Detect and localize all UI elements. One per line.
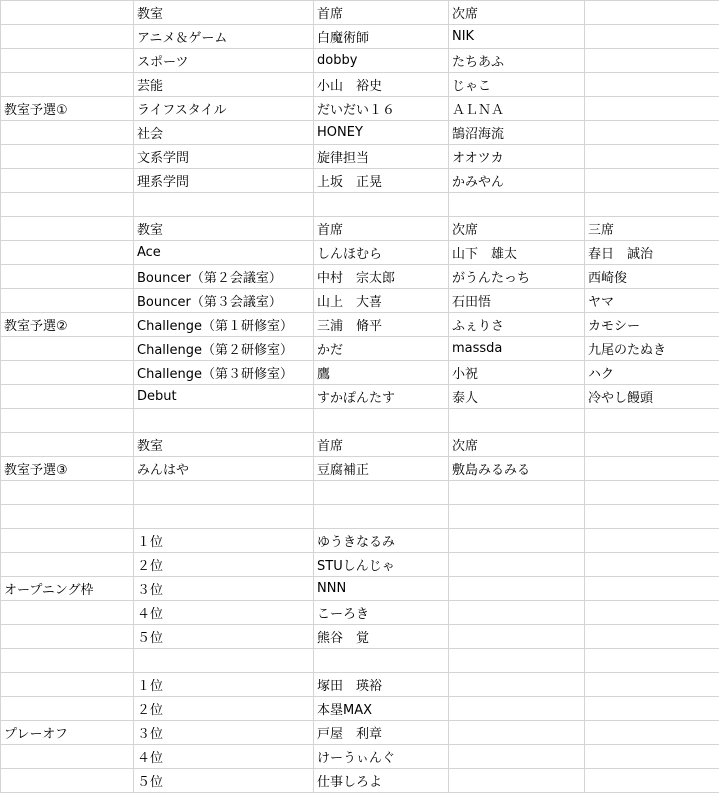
- table-cell[interactable]: [449, 601, 585, 625]
- table-cell[interactable]: [585, 193, 719, 217]
- table-cell[interactable]: オオツカ: [449, 145, 585, 169]
- section-label-cell[interactable]: 教室予選③: [1, 457, 134, 481]
- table-row: [1, 625, 719, 649]
- table-cell[interactable]: [585, 673, 719, 697]
- table-cell[interactable]: ５位: [134, 625, 314, 649]
- section-label-cell[interactable]: オープニング枠: [1, 577, 134, 601]
- table-row: [1, 313, 719, 337]
- table-cell[interactable]: [585, 433, 719, 457]
- table-cell[interactable]: [134, 481, 314, 505]
- table-row: [1, 217, 719, 241]
- table-cell[interactable]: 上坂 正晃: [314, 169, 449, 193]
- table-cell[interactable]: 本塁MAX: [314, 697, 449, 721]
- section-label-cell[interactable]: [1, 241, 134, 265]
- section-label-cell[interactable]: [1, 217, 134, 241]
- table-cell[interactable]: STUしんじゃ: [314, 553, 449, 577]
- table-cell[interactable]: [134, 649, 314, 673]
- table-cell[interactable]: ふぇりさ: [449, 313, 585, 337]
- table-cell[interactable]: 次席: [449, 1, 585, 25]
- table-cell[interactable]: 西崎俊: [585, 265, 719, 289]
- table-cell[interactable]: [449, 625, 585, 649]
- table-cell[interactable]: [134, 193, 314, 217]
- table-cell[interactable]: カモシー: [585, 313, 719, 337]
- table-cell[interactable]: [585, 529, 719, 553]
- section-label-cell[interactable]: [1, 433, 134, 457]
- table-cell[interactable]: 三席: [585, 217, 719, 241]
- section-label-cell[interactable]: [1, 337, 134, 361]
- section-label-cell[interactable]: [1, 649, 134, 673]
- table-cell[interactable]: [585, 457, 719, 481]
- table-row: [1, 145, 719, 169]
- table-cell[interactable]: [449, 409, 585, 433]
- table-cell[interactable]: かだ: [314, 337, 449, 361]
- table-cell[interactable]: 白魔術師: [314, 25, 449, 49]
- table-row: [1, 97, 719, 121]
- table-cell[interactable]: [585, 481, 719, 505]
- table-row: [1, 649, 719, 673]
- table-cell[interactable]: 理系学問: [134, 169, 314, 193]
- table-row: [1, 241, 719, 265]
- table-row: [1, 385, 719, 409]
- table-cell[interactable]: １位: [134, 673, 314, 697]
- table-cell[interactable]: [585, 145, 719, 169]
- section-label-cell[interactable]: [1, 73, 134, 97]
- table-cell[interactable]: 次席: [449, 217, 585, 241]
- table-cell[interactable]: 首席: [314, 1, 449, 25]
- table-cell[interactable]: [314, 193, 449, 217]
- table-cell[interactable]: 鷹: [314, 361, 449, 385]
- section-label-cell[interactable]: プレーオフ: [1, 721, 134, 745]
- table-cell[interactable]: 小祝: [449, 361, 585, 385]
- table-row: [1, 673, 719, 697]
- section-label-cell[interactable]: [1, 385, 134, 409]
- table-cell[interactable]: [585, 1, 719, 25]
- table-cell[interactable]: 旋律担当: [314, 145, 449, 169]
- table-row: [1, 457, 719, 481]
- table-cell[interactable]: [449, 505, 585, 529]
- table-cell[interactable]: ４位: [134, 601, 314, 625]
- table-cell[interactable]: ４位: [134, 745, 314, 769]
- table-cell[interactable]: [449, 193, 585, 217]
- table-cell[interactable]: Challenge（第３研修室）: [134, 361, 314, 385]
- table-cell[interactable]: [585, 697, 719, 721]
- table-cell[interactable]: dobby: [314, 49, 449, 73]
- table-cell[interactable]: [314, 649, 449, 673]
- table-cell[interactable]: 文系学問: [134, 145, 314, 169]
- table-cell[interactable]: [585, 577, 719, 601]
- table-cell[interactable]: [134, 409, 314, 433]
- table-cell[interactable]: ５位: [134, 769, 314, 793]
- table-cell[interactable]: けーうぃんぐ: [314, 745, 449, 769]
- table-row: [1, 601, 719, 625]
- table-row: [1, 73, 719, 97]
- table-cell[interactable]: スポーツ: [134, 49, 314, 73]
- section-label-cell[interactable]: [1, 265, 134, 289]
- table-cell[interactable]: [585, 769, 719, 793]
- table-cell[interactable]: [585, 553, 719, 577]
- section-label-cell[interactable]: [1, 673, 134, 697]
- table-cell[interactable]: 小山 裕史: [314, 73, 449, 97]
- table-row: [1, 577, 719, 601]
- table-cell[interactable]: massda: [449, 337, 585, 361]
- table-cell[interactable]: [449, 721, 585, 745]
- table-cell[interactable]: ２位: [134, 697, 314, 721]
- section-label-cell[interactable]: [1, 169, 134, 193]
- table-cell[interactable]: [585, 625, 719, 649]
- table-cell[interactable]: [134, 505, 314, 529]
- spreadsheet-body: [1, 1, 719, 793]
- table-cell[interactable]: 仕事しろよ: [314, 769, 449, 793]
- table-cell[interactable]: 鵠沼海流: [449, 121, 585, 145]
- table-cell[interactable]: [585, 505, 719, 529]
- table-cell[interactable]: 首席: [314, 217, 449, 241]
- table-cell[interactable]: ＡＬＮＡ: [449, 97, 585, 121]
- table-cell[interactable]: 春日 誠治: [585, 241, 719, 265]
- section-label-cell[interactable]: 教室予選②: [1, 313, 134, 337]
- table-row: [1, 721, 719, 745]
- table-row: [1, 697, 719, 721]
- table-row: [1, 529, 719, 553]
- table-row: [1, 361, 719, 385]
- section-label-cell[interactable]: [1, 481, 134, 505]
- table-cell[interactable]: [585, 25, 719, 49]
- table-cell[interactable]: 九尾のたぬき: [585, 337, 719, 361]
- section-label-cell[interactable]: 教室予選①: [1, 97, 134, 121]
- section-label-cell[interactable]: [1, 25, 134, 49]
- table-cell[interactable]: ライフスタイル: [134, 97, 314, 121]
- section-label-cell[interactable]: [1, 529, 134, 553]
- table-cell[interactable]: [314, 481, 449, 505]
- table-cell[interactable]: [449, 529, 585, 553]
- table-cell[interactable]: 石田悟: [449, 289, 585, 313]
- table-cell[interactable]: 教室: [134, 1, 314, 25]
- table-cell[interactable]: [449, 697, 585, 721]
- table-cell[interactable]: しんほむら: [314, 241, 449, 265]
- table-cell[interactable]: 次席: [449, 433, 585, 457]
- table-row: [1, 745, 719, 769]
- table-cell[interactable]: 芸能: [134, 73, 314, 97]
- table-row: [1, 769, 719, 793]
- table-row: [1, 337, 719, 361]
- table-cell[interactable]: がうんたっち: [449, 265, 585, 289]
- table-cell[interactable]: Bouncer（第２会議室）: [134, 265, 314, 289]
- table-row: [1, 121, 719, 145]
- table-cell[interactable]: かみやん: [449, 169, 585, 193]
- table-cell[interactable]: ２位: [134, 553, 314, 577]
- table-cell[interactable]: Challenge（第２研修室）: [134, 337, 314, 361]
- table-cell[interactable]: 教室: [134, 217, 314, 241]
- table-cell[interactable]: Challenge（第１研修室）: [134, 313, 314, 337]
- table-cell[interactable]: [585, 121, 719, 145]
- table-cell[interactable]: すかぽんたす: [314, 385, 449, 409]
- table-cell[interactable]: [449, 577, 585, 601]
- table-cell[interactable]: [585, 49, 719, 73]
- table-cell[interactable]: Debut: [134, 385, 314, 409]
- section-label-cell[interactable]: [1, 409, 134, 433]
- table-cell[interactable]: だいだい１６: [314, 97, 449, 121]
- table-cell[interactable]: 戸屋 利章: [314, 721, 449, 745]
- section-label-cell[interactable]: [1, 697, 134, 721]
- table-cell[interactable]: たちあふ: [449, 49, 585, 73]
- section-label-cell[interactable]: [1, 601, 134, 625]
- section-label-cell[interactable]: [1, 625, 134, 649]
- table-cell[interactable]: [314, 409, 449, 433]
- table-cell[interactable]: [449, 553, 585, 577]
- section-label-cell[interactable]: [1, 553, 134, 577]
- table-cell[interactable]: NNN: [314, 577, 449, 601]
- section-label-cell[interactable]: [1, 361, 134, 385]
- table-cell[interactable]: 山下 雄太: [449, 241, 585, 265]
- table-row: [1, 265, 719, 289]
- table-cell[interactable]: [585, 649, 719, 673]
- table-cell[interactable]: ヤマ: [585, 289, 719, 313]
- table-cell[interactable]: みんはや: [134, 457, 314, 481]
- table-cell[interactable]: [585, 721, 719, 745]
- section-label-cell[interactable]: [1, 745, 134, 769]
- table-row: [1, 49, 719, 73]
- table-cell[interactable]: [585, 73, 719, 97]
- table-cell[interactable]: Ace: [134, 241, 314, 265]
- table-cell[interactable]: [585, 409, 719, 433]
- table-cell[interactable]: Bouncer（第３会議室）: [134, 289, 314, 313]
- table-row: [1, 481, 719, 505]
- table-cell[interactable]: 三浦 脩平: [314, 313, 449, 337]
- table-cell[interactable]: [585, 169, 719, 193]
- table-cell[interactable]: 冷やし饅頭: [585, 385, 719, 409]
- table-cell[interactable]: [449, 745, 585, 769]
- table-cell[interactable]: ３位: [134, 721, 314, 745]
- table-cell[interactable]: 塚田 瑛裕: [314, 673, 449, 697]
- table-cell[interactable]: [314, 505, 449, 529]
- table-cell[interactable]: じゃこ: [449, 73, 585, 97]
- section-label-cell[interactable]: [1, 289, 134, 313]
- table-row: [1, 553, 719, 577]
- table-cell[interactable]: [449, 673, 585, 697]
- section-label-cell[interactable]: [1, 145, 134, 169]
- table-cell[interactable]: 豆腐補正: [314, 457, 449, 481]
- table-cell[interactable]: HONEY: [314, 121, 449, 145]
- table-row: [1, 1, 719, 25]
- table-cell[interactable]: こーろき: [314, 601, 449, 625]
- table-row: [1, 25, 719, 49]
- table-cell[interactable]: １位: [134, 529, 314, 553]
- section-label-cell[interactable]: [1, 193, 134, 217]
- table-cell[interactable]: 首席: [314, 433, 449, 457]
- table-cell[interactable]: 社会: [134, 121, 314, 145]
- section-label-cell[interactable]: [1, 121, 134, 145]
- table-cell[interactable]: [449, 481, 585, 505]
- table-cell[interactable]: NIK: [449, 25, 585, 49]
- table-cell[interactable]: 山上 大喜: [314, 289, 449, 313]
- section-label-cell[interactable]: [1, 1, 134, 25]
- table-cell[interactable]: 泰人: [449, 385, 585, 409]
- table-cell[interactable]: アニメ＆ゲーム: [134, 25, 314, 49]
- table-row: [1, 193, 719, 217]
- table-cell[interactable]: [585, 601, 719, 625]
- table-cell[interactable]: 熊谷 覚: [314, 625, 449, 649]
- table-cell[interactable]: 教室: [134, 433, 314, 457]
- table-cell[interactable]: ハク: [585, 361, 719, 385]
- table-row: [1, 289, 719, 313]
- table-cell[interactable]: 敷島みるみる: [449, 457, 585, 481]
- section-label-cell[interactable]: [1, 49, 134, 73]
- table-cell[interactable]: [449, 649, 585, 673]
- table-cell[interactable]: [449, 769, 585, 793]
- table-row: [1, 433, 719, 457]
- table-cell[interactable]: ３位: [134, 577, 314, 601]
- table-row: [1, 169, 719, 193]
- section-label-cell[interactable]: [1, 769, 134, 793]
- table-row: [1, 409, 719, 433]
- table-cell[interactable]: 中村 宗太郎: [314, 265, 449, 289]
- table-cell[interactable]: [585, 97, 719, 121]
- table-cell[interactable]: [585, 745, 719, 769]
- section-label-cell[interactable]: [1, 505, 134, 529]
- table-cell[interactable]: ゆうきなるみ: [314, 529, 449, 553]
- table-row: [1, 505, 719, 529]
